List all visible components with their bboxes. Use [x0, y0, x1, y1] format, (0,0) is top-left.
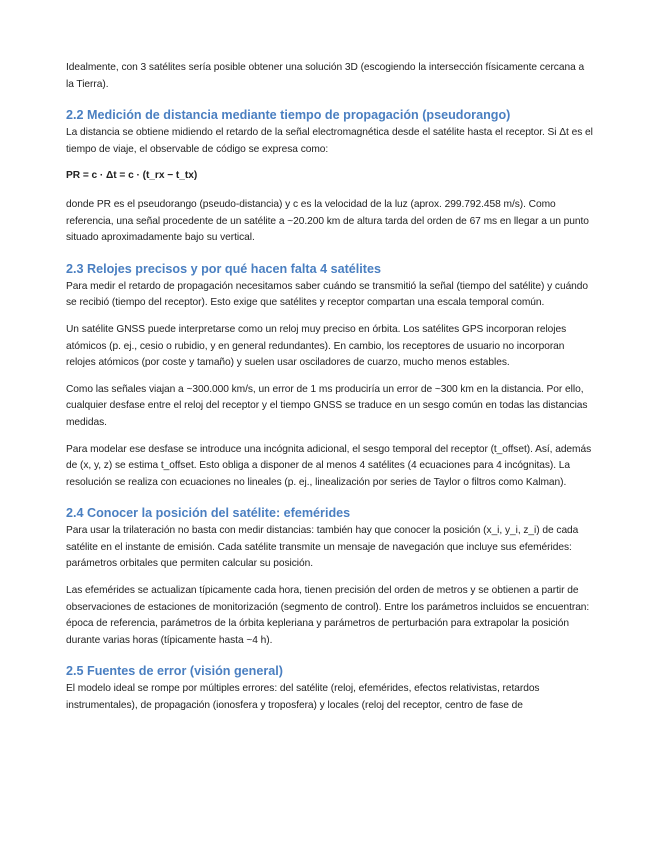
pseudorange-formula: PR = c · Δt = c · (t_rx − t_tx) — [66, 170, 198, 182]
section-heading-2-3: 2.3 Relojes precisos y por qué hacen falta 4 satélites — [66, 261, 381, 276]
section-2-4-paragraph-1: Para usar la trilateración no basta con medir distancias: también hay que conocer la posición (x_i, y_i, z_i) de cada satélite en el instante de emisión. Cada satélite transmite un mensaje de navegación que incluye sus efemérides: parámetros orbitales que permiten calcular su posición. — [66, 525, 579, 570]
section-heading-2-2: 2.2 Medición de distancia mediante tiempo de propagación (pseudorango) — [66, 108, 511, 123]
section-heading-2-5: 2.5 Fuentes de error (visión general) — [66, 664, 283, 679]
section-heading-2-4: 2.4 Conocer la posición del satélite: efemérides — [66, 506, 351, 521]
intro-paragraph: Idealmente, con 3 satélites sería posible obtener una solución 3D (escogiendo la intersección físicamente cercana a la Tierra). — [66, 62, 585, 90]
section-2-3-paragraph-1: Para medir el retardo de propagación necesitamos saber cuándo se transmitió la señal (tiempo del satélite) y cuándo se recibió (tiempo del receptor). Esto exige que satélites y receptor compartan una escala temporal común. — [66, 280, 589, 309]
section-2-2-paragraph-2: donde PR es el pseudorango (pseudo-distancia) y c es la velocidad de la luz (aprox. 299.792.458 m/s). Como referencia, una señal procedente de un satélite a ~20.200 km de altura tarda del orden de 67 ms en llegar a un punto situado aproximadamente bajo su vertical. — [66, 198, 589, 244]
section-2-5-paragraph-1: El modelo ideal se rompe por múltiples errores: del satélite (reloj, efemérides, efectos relativistas, retardos instrumentales), de propagación (ionosfera y troposfera) y locales (reloj del receptor, centro de fase de — [66, 683, 540, 712]
section-2-3-paragraph-3: Como las señales viajan a ~300.000 km/s, un error de 1 ms produciría un error de ~300 km en la distancia. Por ello, cualquier desfase entre el reloj del receptor y el tiempo GNSS se traduce en un sesgo común en todas las distancias medidas. — [66, 383, 588, 428]
section-2-3-paragraph-2: Un satélite GNSS puede interpretarse como un reloj muy preciso en órbita. Los satélites GPS incorporan relojes atómicos (p. ej., cesio o rubidio, y en general redundantes). En cambio, los receptores de usuario no incorporan relojes atómicos (por coste y tamaño) y suelen usar osciladores de cuarzo, mucho menos estables. — [66, 323, 567, 369]
section-2-4-paragraph-2: Las efemérides se actualizan típicamente cada hora, tienen precisión del orden de metros y se obtienen a partir de observaciones de estaciones de monitorización (segmento de control). Entre los parámetros incluidos se encuentran: época de referencia, parámetros de la órbita kepleriana y parámetros de perturbación para extrapolar la posición durante varias horas (típicamente hasta ~4 h). — [66, 585, 590, 646]
section-2-2-paragraph-1: La distancia se obtiene midiendo el retardo de la señal electromagnética desde el satélite hasta el receptor. Si Δt es el tiempo de viaje, el observable de código se expresa como: — [66, 127, 593, 155]
section-2-3-paragraph-4: Para modelar ese desfase se introduce una incógnita adicional, el sesgo temporal del receptor (t_offset). Así, además de (x, y, z) se estima t_offset. Esto obliga a disponer de al menos 4 satélites (4 ecuaciones para 4 incógnitas). La resolución se realiza con ecuaciones no lineales (p. ej., linealización por series de Taylor o filtros como Kalman). — [66, 443, 592, 488]
